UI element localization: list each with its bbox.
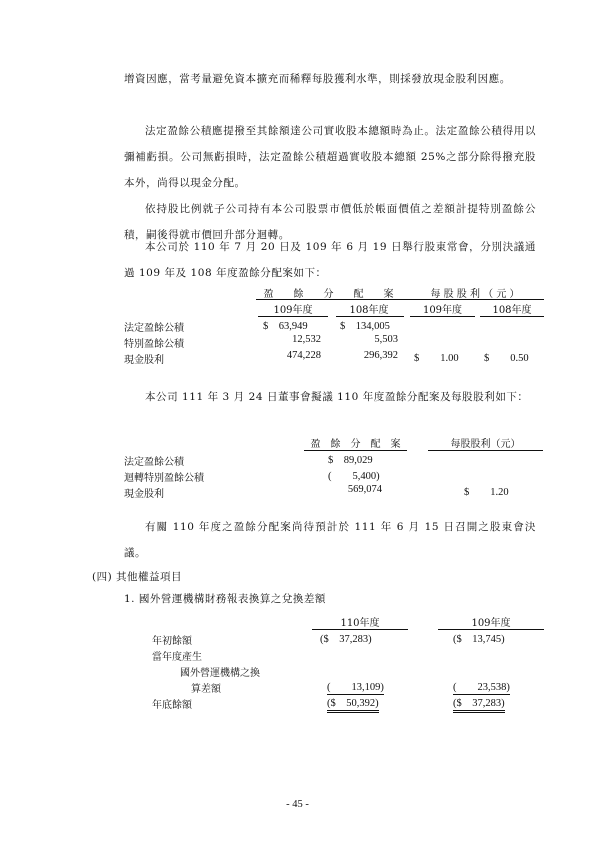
table2-header-dividend: 每股股利（元） <box>450 439 521 450</box>
table3-col-110: 110年度 <box>340 618 380 629</box>
table2-cell-distribution: 569,074 <box>347 484 382 495</box>
table1-row-label: 法定盈餘公積 <box>124 323 184 334</box>
table1-group-distribution: 盈 餘 分 配 案 <box>263 289 394 300</box>
table2-cell-distribution: $ 89,029 <box>328 455 373 466</box>
table1-cell-109-dist: 12,532 <box>292 334 321 345</box>
table2-header-rule <box>428 450 543 451</box>
table1-col-109-div: 109年度 <box>422 305 463 316</box>
table2-cell-dividend: $ 1.20 <box>464 487 509 498</box>
table2-header-rule <box>304 450 407 451</box>
paragraph-legal-reserve: 法定盈餘公積應提撥至其餘額達公司實收股本總額時為止。法定盈餘公積得用以彌補虧損。公司無虧損時，法定盈餘公積超過實收股本總額 25%之部分除得撥充股本外，尚得以現金分配。 <box>124 125 536 189</box>
table1-cell-109-dist: $ 63,949 <box>263 321 308 332</box>
table2-row-label: 法定盈餘公積 <box>124 457 184 468</box>
section-heading: (四) 其他權益項目 <box>92 571 183 583</box>
table2-cell-distribution: ( 5,400) <box>328 471 380 482</box>
table1-cell-108-dist: 5,503 <box>374 334 398 345</box>
table1-cell-108-div: $ 0.50 <box>484 353 529 364</box>
table1-col-rule <box>258 316 328 317</box>
table3-cell-110: ($ 50,392) <box>327 695 379 713</box>
table1-cell-109-dist: 474,228 <box>286 350 321 361</box>
table1-cell-108-dist: 296,392 <box>363 350 398 361</box>
paragraph-pending-resolution: 有關 110 年度之盈餘分配案尚待預計於 111 年 6 月 15 日召開之股東會決議。 <box>124 521 536 559</box>
table2-row-label: 現金股利 <box>124 489 164 500</box>
table3-row-sublabel: 算差額 <box>191 684 221 695</box>
paragraph-special-reserve: 依持股比例就子公司持有本公司股票市價低於帳面價值之差額計提特別盈餘公積，嗣後得就市價回升部分迴轉。 <box>124 203 536 241</box>
table1-col-rule <box>410 316 475 317</box>
table1-col-108-div: 108年度 <box>492 305 532 316</box>
table3-header-rule <box>312 629 408 630</box>
paragraph-cash-dividend: 增資因應，當考量避免資本擴充而稀釋每股獲利水準，則採發放現金股利因應。 <box>124 73 511 85</box>
table1-group-dividend: 每 股 股 利 （ 元 ） <box>430 289 520 300</box>
table1-row-label: 現金股利 <box>124 355 164 366</box>
table3-cell-110: ( 13,109) <box>327 679 384 695</box>
table2-header-distribution: 盈 餘 分 配 案 <box>310 439 401 450</box>
table1-col-rule <box>336 316 404 317</box>
table1-col-109-dist: 109年度 <box>273 305 313 316</box>
table1-row-label: 特別盈餘公積 <box>124 339 184 350</box>
table1-group-rule <box>256 299 544 300</box>
table3-cell-109: ($ 13,745) <box>453 634 505 645</box>
section-subheading: 1. 國外營運機構財務報表換算之兌換差額 <box>124 593 326 605</box>
paragraph-shareholders-meeting: 本公司於 110 年 7 月 20 日及 109 年 6 月 19 日舉行股東常會，分別決議通過 109 年及 108 年度盈餘分配案如下： <box>124 241 536 279</box>
table1-cell-108-dist: $ 134,005 <box>340 321 390 332</box>
table3-row-label: 年初餘額 <box>152 636 192 647</box>
page-number: - 45 - <box>286 799 309 810</box>
table1-col-108-dist: 108年度 <box>349 305 389 316</box>
table2-row-label: 迴轉特別盈餘公積 <box>124 473 204 484</box>
table1-col-rule <box>480 316 544 317</box>
table3-col-109: 109年度 <box>471 618 511 629</box>
table3-row-label: 年底餘額 <box>152 700 192 711</box>
table3-header-rule <box>438 629 544 630</box>
table3-row-sublabel: 國外營運機構之換 <box>180 668 260 679</box>
table3-row-label: 當年度產生 <box>152 652 202 663</box>
table3-cell-110: ($ 37,283) <box>320 634 372 645</box>
table3-cell-109: ( 23,538) <box>453 679 510 695</box>
table1-cell-109-div: $ 1.00 <box>414 353 459 364</box>
table3-cell-109: ($ 37,283) <box>453 695 505 713</box>
paragraph-board-proposal: 本公司 111 年 3 月 24 日董事會擬議 110 年度盈餘分配案及每股股利如下： <box>145 391 529 403</box>
